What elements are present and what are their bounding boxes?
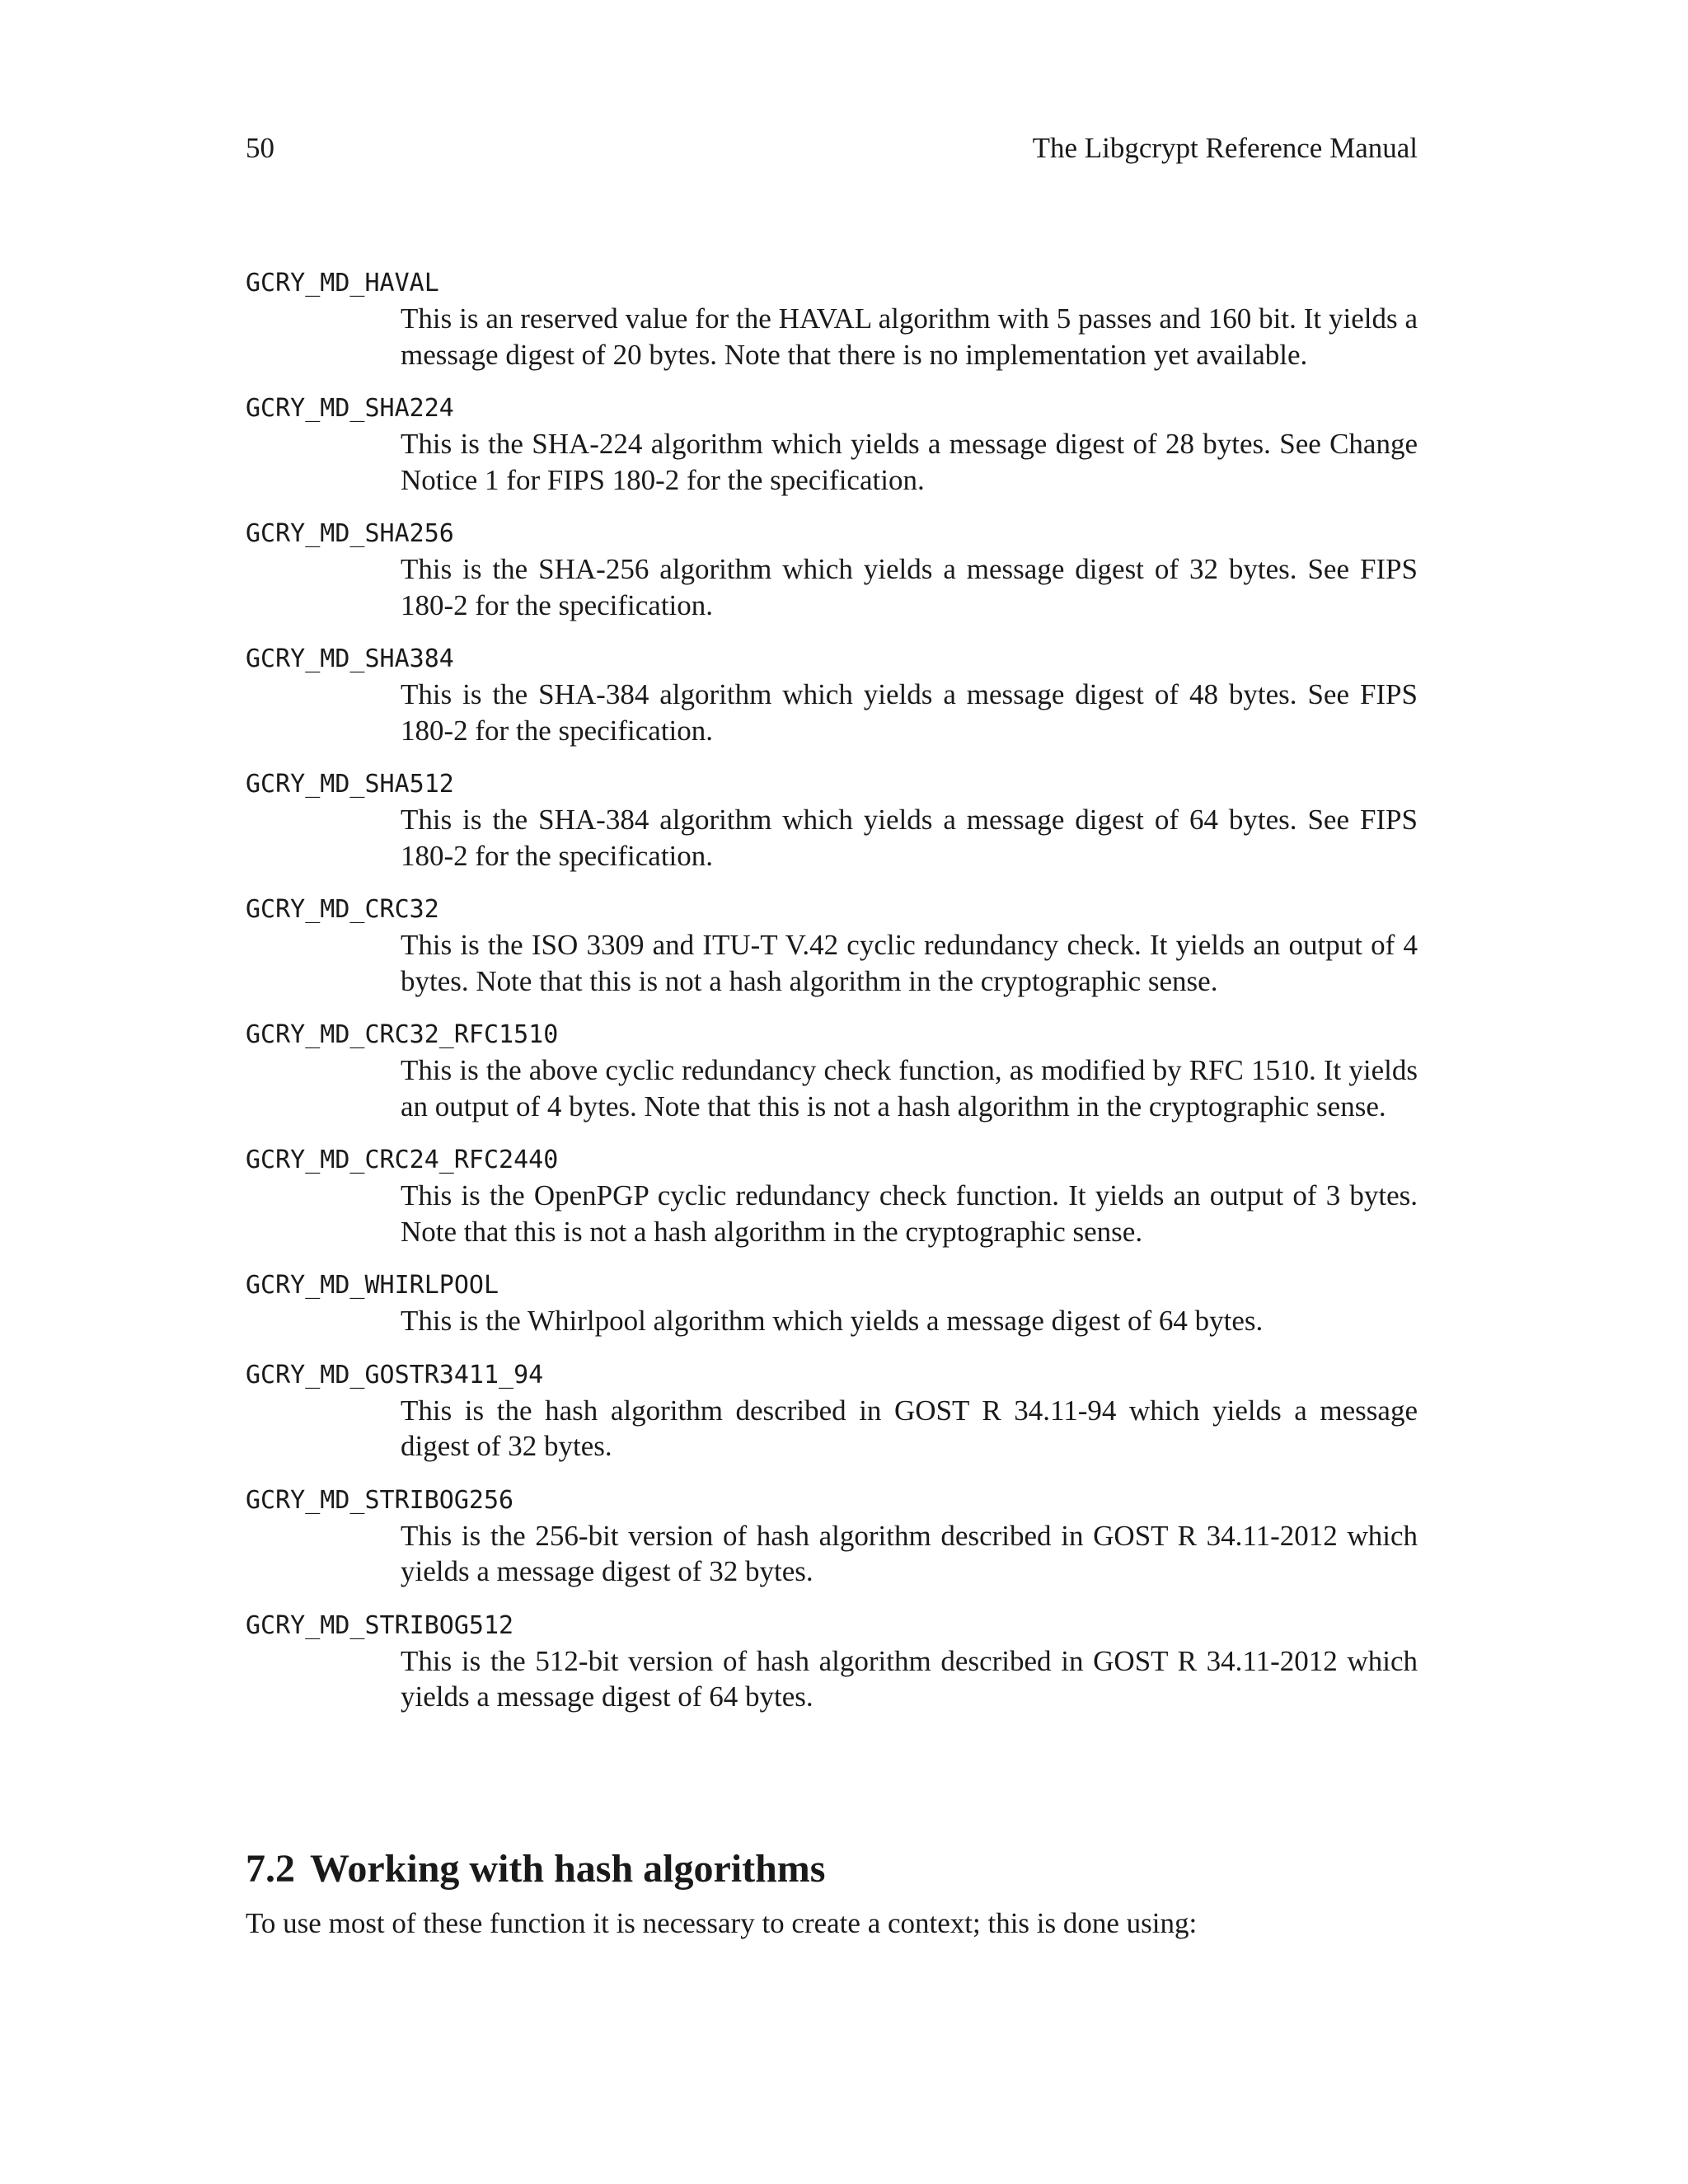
definition-term: GCRY_MD_CRC32_RFC1510 — [246, 1020, 559, 1049]
definition-text: This is the OpenPGP cyclic redundancy check function. It yields an output of 3 bytes. Note that this is not a hash algorithm in the cryptographic sense. — [401, 1179, 1418, 1248]
definition-text: This is an reserved value for the HAVAL algorithm with 5 passes and 160 bit. It yields a message digest of 20 bytes. Note that there is no implementation yet available. — [401, 302, 1418, 371]
definition-entry — [246, 265, 1418, 373]
running-title: The Libgcrypt Reference Manual — [1032, 132, 1418, 164]
definition-term: GCRY_MD_HAVAL — [246, 269, 439, 298]
page-header — [246, 132, 1418, 173]
definition-entry — [246, 1142, 1418, 1249]
definition-term: GCRY_MD_CRC32 — [246, 895, 439, 924]
definition-entry — [246, 391, 1418, 498]
definition-term: GCRY_MD_GOSTR3411_94 — [246, 1360, 544, 1390]
definition-term: GCRY_MD_STRIBOG256 — [246, 1485, 514, 1515]
definition-entry — [246, 1017, 1418, 1124]
definition-text: This is the 256-bit version of hash algorithm described in GOST R 34.11-2012 which yields a message digest of 32 bytes. — [401, 1519, 1418, 1587]
definition-list — [246, 265, 1418, 1733]
definition-text: This is the SHA-256 algorithm which yields a message digest of 32 bytes. See FIPS 180-2 for the specification. — [401, 553, 1418, 621]
definition-text: This is the SHA-384 algorithm which yields a message digest of 48 bytes. See FIPS 180-2 for the specification. — [401, 678, 1418, 747]
definition-term: GCRY_MD_SHA384 — [246, 644, 454, 673]
definition-entry — [246, 641, 1418, 748]
definition-entry — [246, 1608, 1418, 1715]
definition-entry — [246, 766, 1418, 874]
definition-entry — [246, 1268, 1418, 1339]
definition-term: GCRY_MD_CRC24_RFC2440 — [246, 1146, 559, 1174]
page-number: 50 — [246, 132, 274, 164]
definition-term: GCRY_MD_STRIBOG512 — [246, 1610, 514, 1640]
section-number: 7.2 — [246, 1847, 295, 1891]
definition-text: This is the SHA-384 algorithm which yields a message digest of 64 bytes. See FIPS 180-2 for the specification. — [401, 804, 1418, 872]
definition-entry — [246, 516, 1418, 623]
definition-term: GCRY_MD_SHA256 — [246, 519, 454, 548]
section-heading — [246, 1846, 825, 1892]
definition-text: This is the hash algorithm described in GOST R 34.11-94 which yields a message digest of 32 bytes. — [401, 1394, 1418, 1462]
definition-entry — [246, 1357, 1418, 1465]
definition-entry — [246, 892, 1418, 999]
definition-term: GCRY_MD_SHA512 — [246, 770, 454, 799]
definition-term: GCRY_MD_WHIRLPOOL — [246, 1271, 499, 1300]
section-intro-paragraph: To use most of these function it is necessary to create a context; this is done using: — [246, 1907, 1198, 1939]
definition-text: This is the 512-bit version of hash algorithm described in GOST R 34.11-2012 which yields a message digest of 64 bytes. — [401, 1644, 1418, 1713]
section-title: Working with hash algorithms — [310, 1847, 826, 1891]
definition-text: This is the ISO 3309 and ITU-T V.42 cyclic redundancy check. It yields an output of 4 bytes. Note that this is not a hash algorithm in the cryptographic sense. — [401, 929, 1418, 997]
definition-entry — [246, 1483, 1418, 1590]
definition-text: This is the SHA-224 algorithm which yields a message digest of 28 bytes. See Change Notice 1 for FIPS 180-2 for the specification. — [401, 428, 1418, 496]
definition-text: This is the above cyclic redundancy check function, as modified by RFC 1510. It yields an output of 4 bytes. Note that this is not a hash algorithm in the cryptographic sense. — [401, 1054, 1418, 1122]
definition-term: GCRY_MD_SHA224 — [246, 394, 454, 423]
definition-text: This is the Whirlpool algorithm which yields a message digest of 64 bytes. — [401, 1305, 1264, 1337]
